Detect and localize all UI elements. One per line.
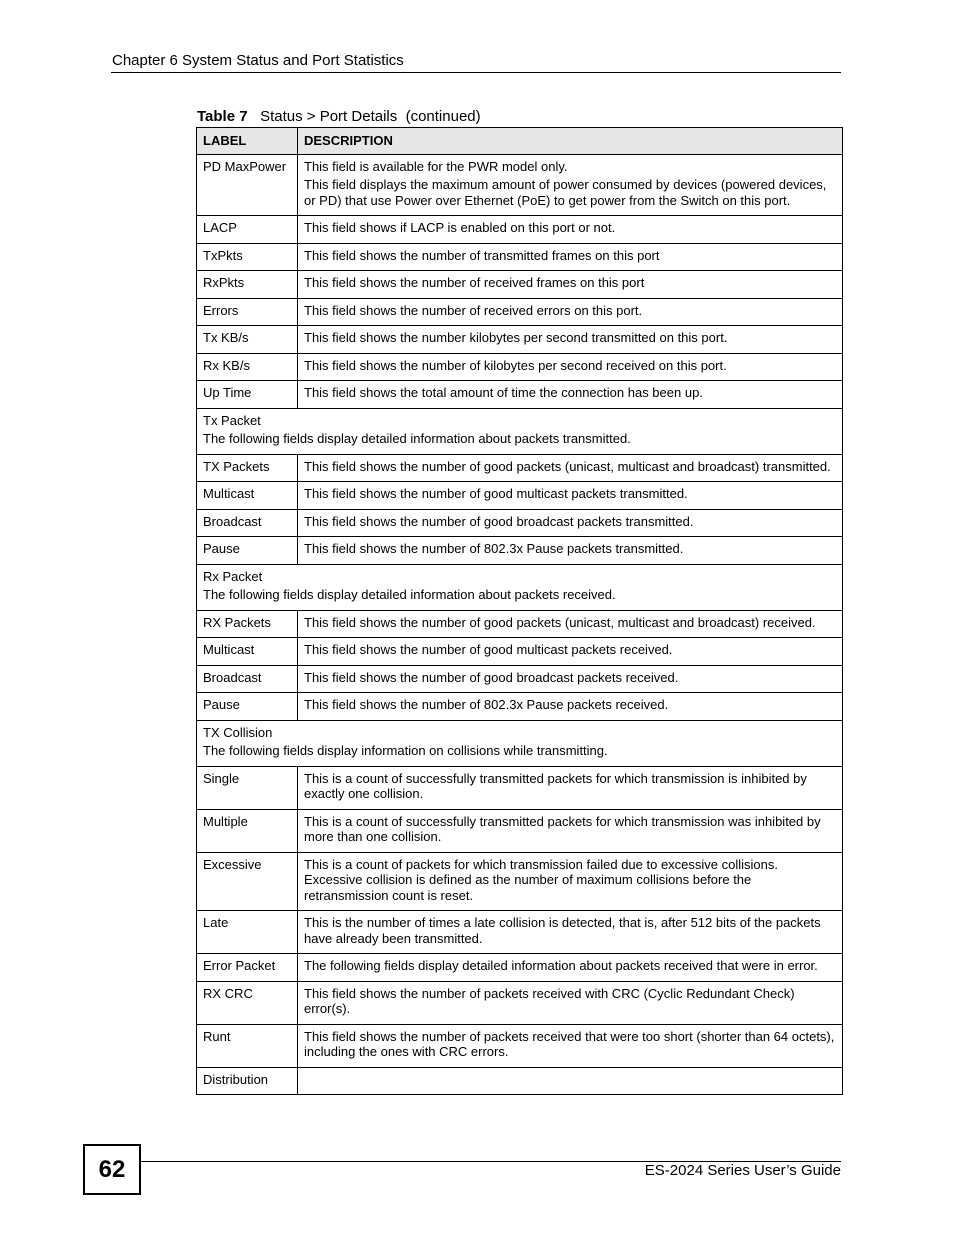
column-header-label: LABEL (197, 128, 298, 155)
guide-title: ES-2024 Series User’s Guide (644, 1162, 841, 1179)
row-description (298, 1067, 843, 1095)
row-description (298, 482, 843, 510)
table-row (197, 665, 843, 693)
section-title: Tx Packet (203, 412, 261, 428)
row-description (298, 693, 843, 721)
description-paragraph: This is a count of successfully transmitted packets for which transmission is inhibited by exactly one collision. (304, 770, 807, 801)
chapter-header: Chapter 6 System Status and Port Statistics (112, 52, 404, 69)
description-paragraph: This is the number of times a late collision is detected, that is, after 512 bits of the packets have already been transmitted. (304, 915, 821, 946)
row-description (298, 271, 843, 299)
table-row (197, 852, 843, 911)
section-description: The following fields display detailed information about packets transmitted. (203, 431, 631, 446)
row-label: Pause (197, 693, 298, 721)
row-label: TxPkts (197, 243, 298, 271)
row-label: Error Packet (197, 954, 298, 982)
description-paragraph: This field shows the number of packets received that were too short (shorter than 64 octets), including the ones with CRC errors. (304, 1028, 835, 1059)
table-caption (197, 108, 481, 125)
description-paragraph: This field shows the number of good broadcast packets transmitted. (304, 513, 694, 529)
row-label: Runt (197, 1024, 298, 1067)
table-caption-label: Table 7 (197, 108, 248, 125)
description-paragraph: This field shows the number of transmitted frames on this port (304, 247, 660, 263)
table-caption-text: Status > Port Details (continued) (260, 108, 481, 125)
row-label: Tx KB/s (197, 326, 298, 354)
table-row (197, 537, 843, 565)
table-header-row (197, 128, 843, 155)
table-body (197, 154, 843, 1095)
row-description (298, 454, 843, 482)
table-section-row (197, 408, 843, 454)
section-cell (197, 564, 843, 610)
row-label: TX Packets (197, 454, 298, 482)
description-paragraph: This field shows the number of packets received with CRC (Cyclic Redundant Check) error(s). (304, 985, 795, 1016)
section-title: Rx Packet (203, 568, 263, 584)
description-paragraph: This field shows the number of kilobytes per second received on this port. (304, 357, 727, 373)
table-row (197, 638, 843, 666)
row-description (298, 1024, 843, 1067)
table-row (197, 610, 843, 638)
row-label: Broadcast (197, 509, 298, 537)
section-title: TX Collision (203, 724, 273, 740)
column-header-description: DESCRIPTION (298, 128, 843, 155)
table-row (197, 693, 843, 721)
description-paragraph: This field is available for the PWR model only. (304, 158, 568, 174)
description-paragraph: This field shows the total amount of time the connection has been up. (304, 385, 703, 400)
row-label: Pause (197, 537, 298, 565)
description-paragraph: This field shows if LACP is enabled on this port or not. (304, 220, 616, 235)
row-description (298, 326, 843, 354)
table-row (197, 482, 843, 510)
row-description (298, 298, 843, 326)
table-row (197, 509, 843, 537)
description-paragraph: This field shows the number of 802.3x Pause packets received. (304, 697, 669, 712)
description-paragraph: This field displays the maximum amount of power consumed by devices (powered devices, or PD) that use Power over Ethernet (PoE) to get power from the Switch on this port. (304, 177, 827, 208)
description-paragraph: This field shows the number kilobytes per second transmitted on this port. (304, 330, 728, 345)
description-paragraph: This is a count of successfully transmitted packets for which transmission was inhibited by more than one collision. (304, 813, 821, 844)
table-row (197, 353, 843, 381)
row-description (298, 638, 843, 666)
row-label: Excessive (197, 852, 298, 911)
row-label: Multicast (197, 482, 298, 510)
description-paragraph: This field shows the number of good packets (unicast, multicast and broadcast) received. (304, 614, 816, 630)
port-details-table (196, 127, 843, 1095)
section-cell (197, 720, 843, 766)
table-row (197, 326, 843, 354)
row-label: Multiple (197, 809, 298, 852)
section-description: The following fields display information on collisions while transmitting. (203, 743, 608, 758)
row-description (298, 243, 843, 271)
row-label: RX Packets (197, 610, 298, 638)
description-paragraph: This field shows the number of 802.3x Pause packets transmitted. (304, 541, 684, 556)
description-paragraph: This field shows the number of good multicast packets transmitted. (304, 486, 688, 501)
row-label: Late (197, 911, 298, 954)
table-row (197, 154, 843, 216)
row-label: RX CRC (197, 981, 298, 1024)
row-label: Up Time (197, 381, 298, 409)
row-description (298, 509, 843, 537)
row-label: Broadcast (197, 665, 298, 693)
description-paragraph: This field shows the number of good multicast packets received. (304, 642, 673, 657)
table-row (197, 1024, 843, 1067)
row-label: Errors (197, 298, 298, 326)
row-description (298, 852, 843, 911)
table-row (197, 454, 843, 482)
description-paragraph: This field shows the number of received errors on this port. (304, 302, 643, 318)
table-row (197, 298, 843, 326)
table-row (197, 911, 843, 954)
row-description (298, 353, 843, 381)
description-paragraph: This field shows the number of good packets (unicast, multicast and broadcast) transmitted. (304, 458, 831, 474)
table-row (197, 216, 843, 244)
description-paragraph: This field shows the number of good broadcast packets received. (304, 669, 679, 685)
table-row (197, 981, 843, 1024)
row-description (298, 216, 843, 244)
table-section-row (197, 564, 843, 610)
header-divider (111, 72, 841, 73)
description-paragraph: This field shows the number of received frames on this port (304, 275, 645, 290)
table-row (197, 381, 843, 409)
table-row (197, 1067, 843, 1095)
row-description (298, 537, 843, 565)
table-row (197, 243, 843, 271)
row-label: Distribution (197, 1067, 298, 1095)
table-row (197, 271, 843, 299)
table-row (197, 809, 843, 852)
row-description (298, 381, 843, 409)
table-section-row (197, 720, 843, 766)
row-label: LACP (197, 216, 298, 244)
row-description (298, 981, 843, 1024)
row-description (298, 665, 843, 693)
page-number: 62 (83, 1144, 141, 1195)
row-description (298, 610, 843, 638)
section-description: The following fields display detailed information about packets received. (203, 587, 616, 602)
row-description (298, 766, 843, 809)
row-description (298, 954, 843, 982)
row-label: Rx KB/s (197, 353, 298, 381)
description-paragraph: This is a count of packets for which transmission failed due to excessive collisions. Excessive collision is defined as the number of maximum collisions before the retransmission count is reset. (304, 856, 778, 903)
row-label: Multicast (197, 638, 298, 666)
description-paragraph: The following fields display detailed information about packets received that were in error. (304, 958, 818, 973)
row-label: PD MaxPower (197, 154, 298, 216)
row-description (298, 809, 843, 852)
row-label: Single (197, 766, 298, 809)
table-row (197, 954, 843, 982)
row-description (298, 154, 843, 216)
row-label: RxPkts (197, 271, 298, 299)
table-row (197, 766, 843, 809)
row-description (298, 911, 843, 954)
section-cell (197, 408, 843, 454)
